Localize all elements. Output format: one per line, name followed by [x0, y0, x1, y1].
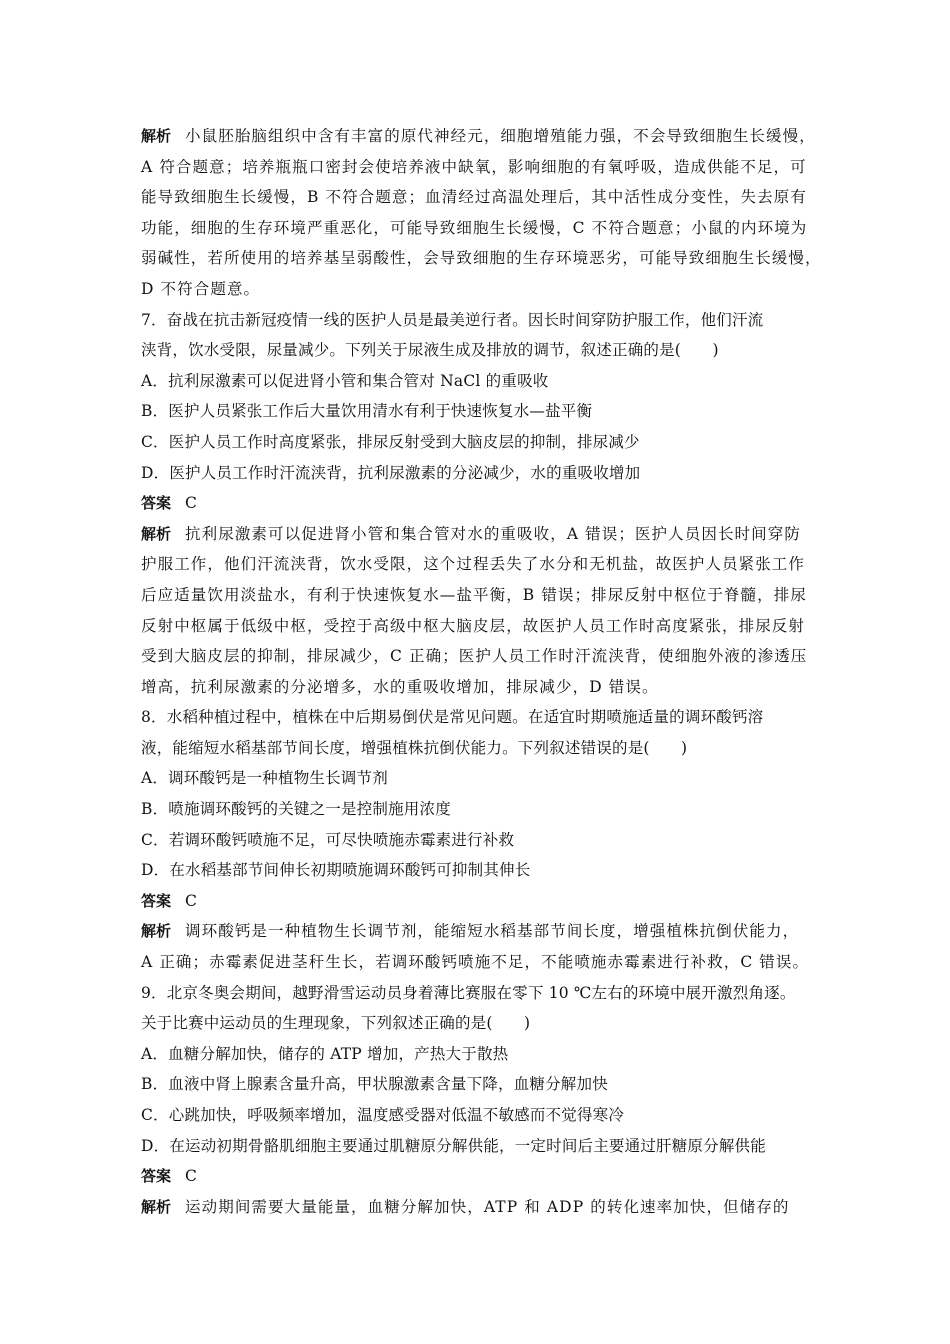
q7-stem-line: 浃背，饮水受限，尿量减少。下列关于尿液生成及排放的调节，叙述正确的是( ) — [141, 341, 719, 360]
q7-analysis-line: 解析 抗利尿激素可以促进肾小管和集合管对水的重吸收，A 错误；医护人员因长时间穿防 — [141, 524, 801, 543]
q9-stem-line: 9．北京冬奥会期间，越野滑雪运动员身着薄比赛服在零下 10 ℃左右的环境中展开激烈角逐。 — [141, 983, 796, 1002]
q8-analysis-line: A 正确；赤霉素促进茎秆生长，若调环酸钙喷施不足，不能喷施赤霉素进行补救，C 错误。 — [141, 953, 810, 972]
q9-option-a: A．血糖分解加快，储存的 ATP 增加，产热大于散热 — [141, 1044, 509, 1063]
analysis-label: 解析 — [141, 127, 172, 145]
q9-option-b: B．血液中肾上腺素含量升高，甲状腺激素含量下降，血糖分解加快 — [141, 1075, 608, 1094]
prev-analysis-line: 弱碱性，若所使用的培养基呈弱酸性，会导致细胞的生存环境恶劣，可能导致细胞生长缓慢， — [141, 249, 822, 268]
q8-stem-line: 液，能缩短水稻基部节间长度，增强植株抗倒伏能力。下列叙述错误的是( ) — [141, 738, 688, 757]
answer-label: 答案 — [141, 1167, 172, 1186]
document-page — [141, 121, 821, 1222]
q7-analysis-line: 反射中枢属于低级中枢，受控于高级中枢大脑皮层，故医护人员工作时高度紧张，排尿反射 — [141, 616, 806, 635]
q7-answer: 答案 C — [141, 494, 197, 513]
q7-analysis-line: 护服工作，他们汗流浃背，饮水受限，这个过程丢失了水分和无机盐，故医护人员紧张工作 — [141, 555, 806, 574]
answer-label: 答案 — [141, 891, 172, 910]
prev-analysis-line: 解析 小鼠胚胎脑组织中含有丰富的原代神经元，细胞增殖能力强，不会导致细胞生长缓慢， — [141, 127, 816, 145]
prev-analysis-line: 功能，细胞的生存环境严重恶化，可能导致细胞生长缓慢，C 不符合题意；小鼠的内环境为 — [141, 218, 808, 237]
q8-option-b: B．喷施调环酸钙的关键之一是控制施用浓度 — [141, 800, 451, 819]
q8-analysis-line: 解析 调环酸钙是一种植物生长调节剂，能缩短水稻基部节间长度，增强植株抗倒伏能力， — [141, 922, 800, 941]
prev-analysis-line: 能导致细胞生长缓慢，B 不符合题意；血清经过高温处理后，其中活性成分变性，失去原有 — [141, 188, 807, 207]
q9-option-d: D．在运动初期骨骼肌细胞主要通过肌糖原分解供能，一定时间后主要通过肝糖原分解供能 — [141, 1136, 766, 1155]
q7-option-d: D．医护人员工作时汗流浃背，抗利尿激素的分泌减少，水的重吸收增加 — [141, 463, 641, 482]
q7-option-b: B．医护人员紧张工作后大量饮用清水有利于快速恢复水—盐平衡 — [141, 402, 593, 421]
answer-label: 答案 — [141, 494, 172, 513]
q7-option-c: C．医护人员工作时高度紧张，排尿反射受到大脑皮层的抑制，排尿减少 — [141, 432, 640, 451]
q8-option-c: C．若调环酸钙喷施不足，可尽快喷施赤霉素进行补救 — [141, 830, 515, 849]
q8-stem-line: 8．水稻种植过程中，植株在中后期易倒伏是常见问题。在适宜时期喷施适量的调环酸钙溶 — [141, 708, 764, 727]
q7-option-a: A．抗利尿激素可以促进肾小管和集合管对 NaCl 的重吸收 — [141, 371, 549, 390]
q9-stem-line: 关于比赛中运动员的生理现象，下列叙述正确的是( ) — [141, 1014, 531, 1033]
q7-analysis-line: 增高，抗利尿激素的分泌增多，水的重吸收增加，排尿减少，D 错误。 — [141, 677, 659, 696]
q9-analysis-line: 解析 运动期间需要大量能量，血糖分解加快，ATP 和 ADP 的转化速率加快，但储存的 — [141, 1197, 790, 1216]
q9-option-c: C．心跳加快，呼吸频率增加，温度感受器对低温不敏感而不觉得寒冷 — [141, 1106, 625, 1124]
q8-answer: 答案 C — [141, 891, 197, 910]
q7-analysis-line: 后应适量饮用淡盐水，有利于快速恢复水—盐平衡，B 错误；排尿反射中枢位于脊髓，排尿 — [141, 585, 807, 604]
q8-option-a: A．调环酸钙是一种植物生长调节剂 — [141, 769, 388, 788]
q7-analysis-line: 受到大脑皮层的抑制，排尿减少，C 正确；医护人员工作时汗流浃背，使细胞外液的渗透压 — [141, 647, 808, 666]
prev-analysis-line: D 不符合题意。 — [141, 279, 261, 298]
analysis-label: 解析 — [141, 524, 172, 543]
q8-option-d: D．在水稻基部节间伸长初期喷施调环酸钙可抑制其伸长 — [141, 861, 531, 880]
prev-analysis-line: A 符合题意；培养瓶瓶口密封会使培养液中缺氧，影响细胞的有氧呼吸，造成供能不足，可 — [141, 157, 807, 176]
q7-stem-line: 7．奋战在抗击新冠疫情一线的医护人员是最美逆行者。因长时间穿防护服工作，他们汗流 — [141, 310, 764, 329]
q9-answer: 答案 C — [141, 1167, 197, 1186]
analysis-label: 解析 — [141, 1197, 172, 1216]
analysis-label: 解析 — [141, 922, 172, 941]
